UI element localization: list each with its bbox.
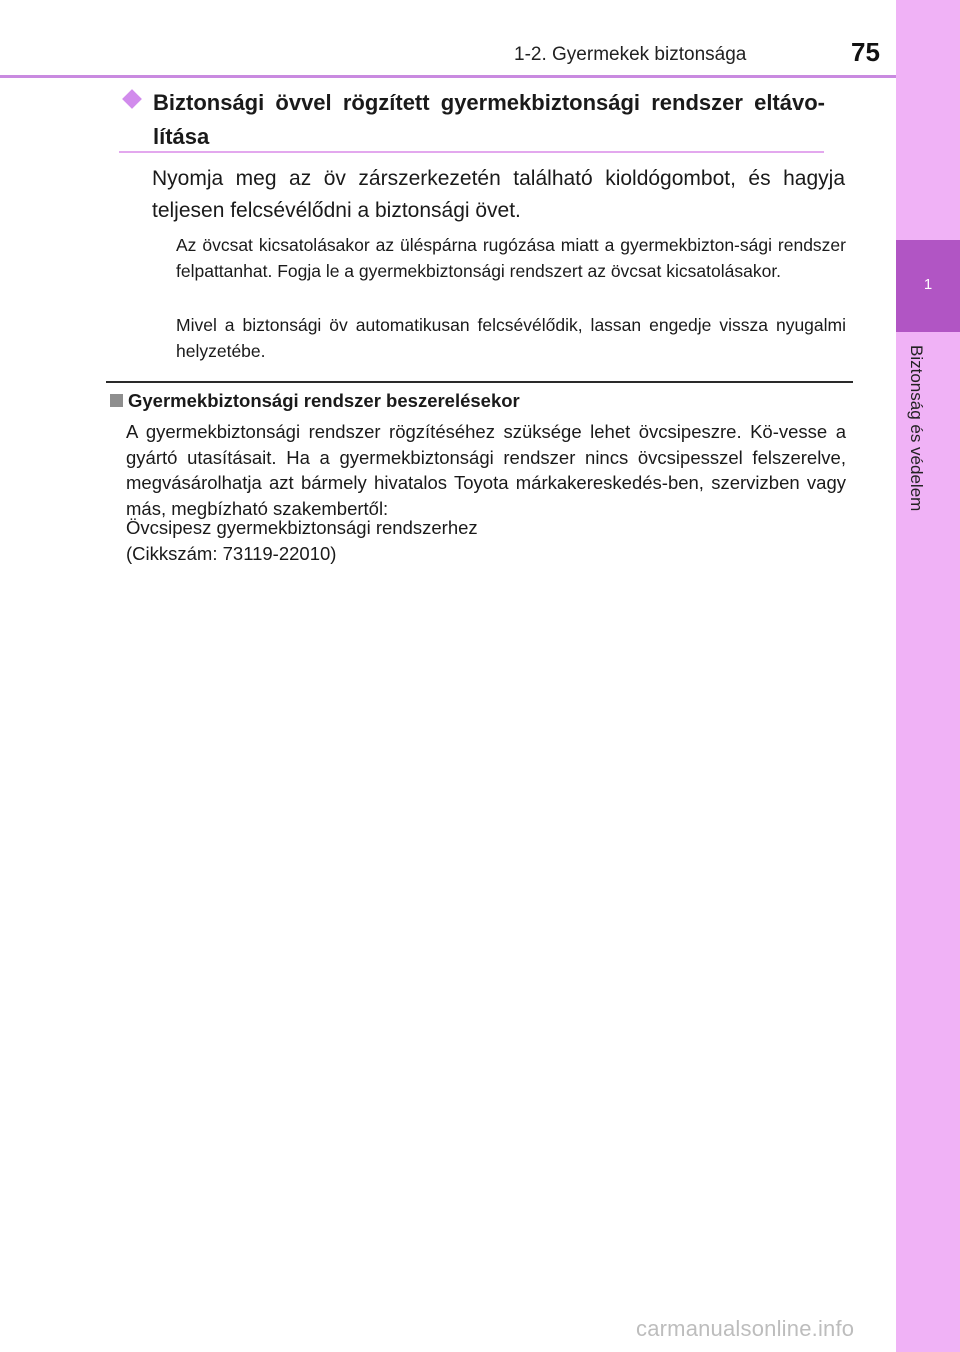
- section-divider: [106, 381, 853, 383]
- section-heading: Biztonsági övvel rögzített gyermekbiztonsági rendszer eltávo-lítása: [153, 90, 825, 149]
- note-1: Az övcsat kicsatolásakor az üléspárna rugózása miatt a gyermekbizton-sági rendszer felpattanhat. Fogja le a gyermekbiztonsági rendszert az övcsat kicsatolásakor.: [176, 235, 846, 281]
- side-tab: [896, 0, 960, 1352]
- square-icon: [110, 394, 123, 407]
- instruction-text: Nyomja meg az öv zárszerkezetén található kioldógombot, és hagyja teljesen felcsévélődni a biztonsági övet.: [152, 167, 845, 222]
- page-number: 75: [851, 37, 880, 67]
- note-2: Mivel a biztonsági öv automatikusan felcsévélődik, lassan engedje vissza nyugalmi helyzetébe.: [176, 315, 846, 361]
- subsection-heading: Gyermekbiztonsági rendszer beszerelésekor: [128, 390, 520, 411]
- part-name: Övcsipesz gyermekbiztonsági rendszerhez: [126, 517, 478, 538]
- heading-rule: [119, 151, 824, 153]
- part-number: (Cikkszám: 73119-22010): [126, 543, 337, 564]
- diamond-icon: [122, 89, 142, 109]
- chapter-title: Biztonság és védelem: [907, 345, 926, 512]
- chapter-number: 1: [923, 276, 933, 293]
- subsection-paragraph: A gyermekbiztonsági rendszer rögzítéséhez szüksége lehet övcsipeszre. Kö-vesse a gyártó utasításait. Ha a gyermekbiztonsági rendszer nincs övcsipesszel felszerelve, megvásárolhatja azt bármely hivatalos Toyota márkakereskedés-ben, szervizben vagy más, megbízható szakembertől:: [126, 421, 846, 519]
- header-section-title: 1-2. Gyermekek biztonsága: [514, 44, 747, 65]
- watermark: carmanualsonline.info: [636, 1316, 855, 1341]
- header-rule: [0, 75, 896, 78]
